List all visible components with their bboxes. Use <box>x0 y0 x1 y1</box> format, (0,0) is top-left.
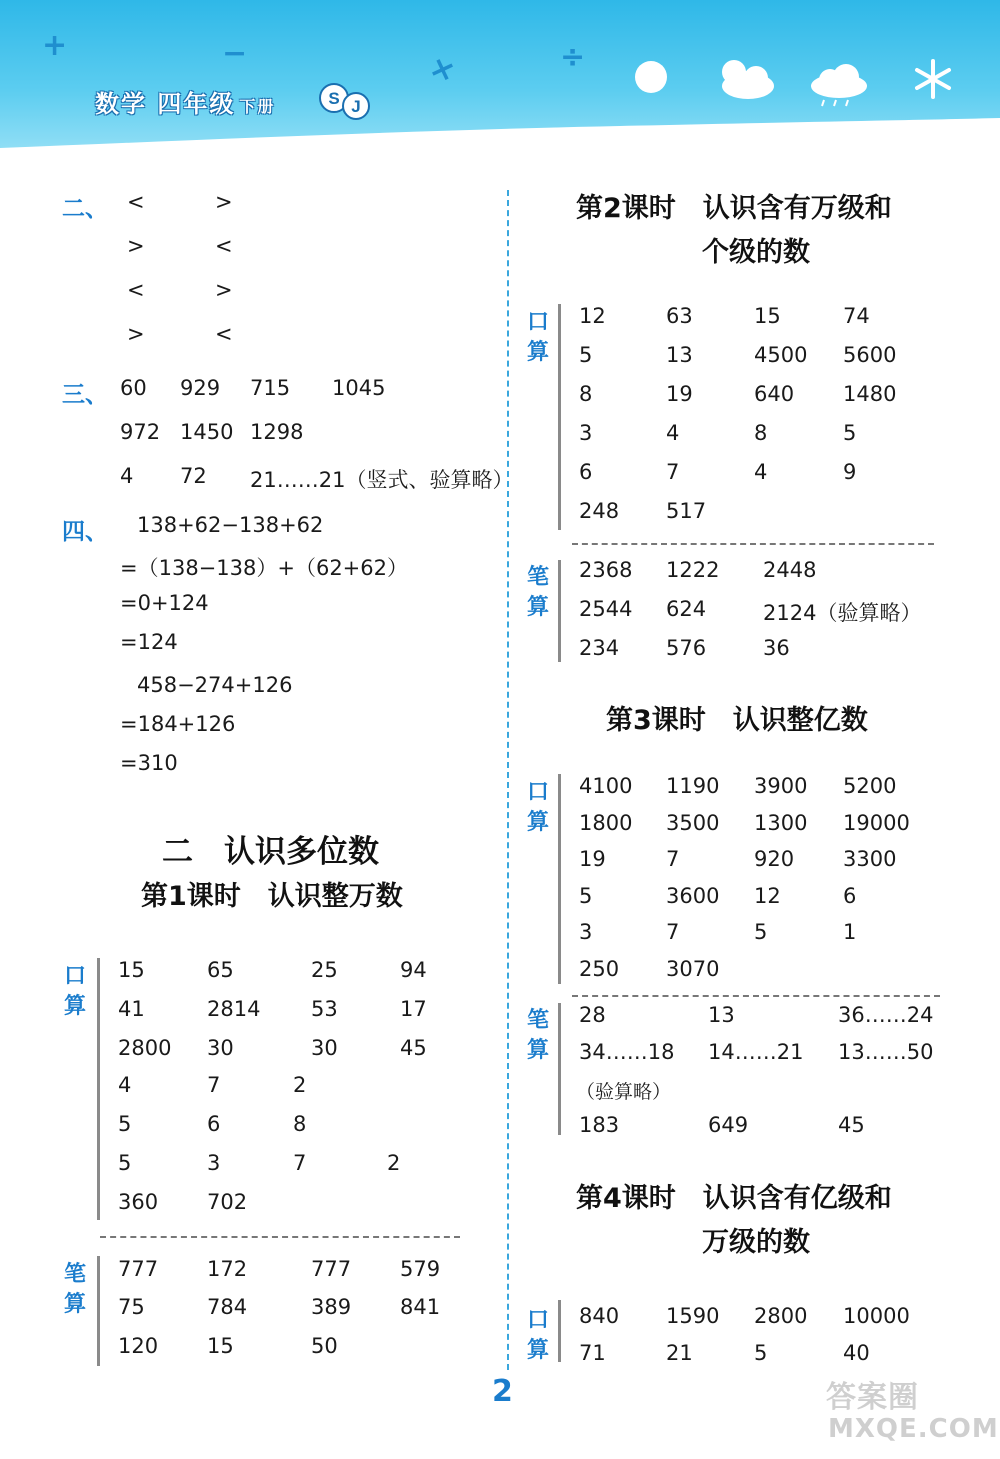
grid-cell: 53 <box>311 997 338 1021</box>
grid-cell: 7 <box>293 1151 307 1175</box>
grid-cell: 74 <box>843 304 870 328</box>
grid-cell: 13……50 <box>838 1040 934 1064</box>
block-bar <box>97 958 100 1220</box>
grid-cell: 94 <box>400 958 427 982</box>
bisuan-label: 笔算 <box>526 565 549 620</box>
answer-cell: 972 <box>120 420 161 444</box>
grid-cell: 120 <box>118 1334 159 1358</box>
grid-cell: 34……18 <box>579 1040 675 1064</box>
grid-cell: 1190 <box>666 774 720 798</box>
grid-cell: 1480 <box>843 382 897 406</box>
grid-cell: 3300 <box>843 847 897 871</box>
page-header <box>0 0 1000 165</box>
grid-cell: 12 <box>579 304 606 328</box>
answer-cell: > <box>215 278 233 302</box>
answer-cell: > <box>127 322 145 346</box>
grid-cell: 2448 <box>763 558 817 582</box>
grid-cell: 15 <box>207 1334 234 1358</box>
grid-cell: 5 <box>118 1112 132 1136</box>
grid-cell: 5 <box>843 421 857 445</box>
grid-cell: 8 <box>754 421 768 445</box>
grid-cell: 4100 <box>579 774 633 798</box>
answer-cell: 715 <box>250 376 291 400</box>
watermark-url: MXQE.COM <box>828 1414 999 1444</box>
kousuan-label: 口算 <box>526 1308 549 1363</box>
grid-cell: 649 <box>708 1113 749 1137</box>
grid-cell: 21 <box>666 1341 693 1365</box>
grid-cell: 3 <box>579 421 593 445</box>
grid-cell: 4 <box>118 1073 132 1097</box>
grid-cell: 13 <box>708 1003 735 1027</box>
grid-cell: 777 <box>311 1257 352 1281</box>
answer-cell: 72 <box>180 464 207 488</box>
grid-cell: 5600 <box>843 343 897 367</box>
answer-cell: < <box>215 322 233 346</box>
grid-cell: 15 <box>754 304 781 328</box>
grid-cell: 13 <box>666 343 693 367</box>
lesson-4-title-cont: 万级的数 <box>702 1227 810 1258</box>
kousuan-label: 口算 <box>526 310 549 365</box>
answer-cell: 929 <box>180 376 221 400</box>
minus-symbol: − <box>222 36 248 71</box>
grid-cell: 19 <box>666 382 693 406</box>
times-symbol: × <box>424 48 461 91</box>
grid-cell: 172 <box>207 1257 248 1281</box>
grid-cell: 8 <box>293 1112 307 1136</box>
grid-cell: 360 <box>118 1190 159 1214</box>
answer-cell: < <box>215 234 233 258</box>
lesson-2-title-cont: 个级的数 <box>702 237 810 268</box>
grid-cell: 624 <box>666 597 707 621</box>
grid-cell: 36……24 <box>838 1003 934 1027</box>
kousuan-label: 口算 <box>63 964 86 1019</box>
grid-cell: 1300 <box>754 811 808 835</box>
block-bar <box>558 1300 561 1362</box>
grid-cell: 5 <box>579 884 593 908</box>
grid-cell: 50 <box>311 1334 338 1358</box>
sj-badge-icon <box>318 80 374 124</box>
answer-cell: 1450 <box>180 420 234 444</box>
calc-line: 138+62−138+62 <box>137 513 324 537</box>
grid-cell: 6 <box>843 884 857 908</box>
calc-line: =310 <box>120 751 178 775</box>
grid-cell: 920 <box>754 847 795 871</box>
header-wave <box>0 118 1000 178</box>
grid-cell: 63 <box>666 304 693 328</box>
grid-cell: 45 <box>400 1036 427 1060</box>
grid-cell: 1 <box>843 920 857 944</box>
block-separator <box>572 543 934 545</box>
grid-cell: 40 <box>843 1341 870 1365</box>
grid-cell: 3 <box>207 1151 221 1175</box>
grid-cell: 9 <box>843 460 857 484</box>
rain-cloud-icon <box>806 62 872 110</box>
grid-cell: （验算略） <box>576 1081 672 1103</box>
grid-cell: 2368 <box>579 558 633 582</box>
divide-symbol: ÷ <box>560 40 586 75</box>
grid-cell: 65 <box>207 958 234 982</box>
grid-cell: 841 <box>400 1295 441 1319</box>
section-4-label: 四、 <box>62 519 108 545</box>
grid-cell: 5200 <box>843 774 897 798</box>
answer-cell: 1298 <box>250 420 304 444</box>
grid-cell: 8 <box>579 382 593 406</box>
grid-cell: 1222 <box>666 558 720 582</box>
grid-cell: 2 <box>293 1073 307 1097</box>
calc-line: =184+126 <box>120 712 236 736</box>
grid-cell: 36 <box>763 636 790 660</box>
grid-cell: 1590 <box>666 1304 720 1328</box>
grid-cell: 12 <box>754 884 781 908</box>
block-bar <box>558 304 561 530</box>
grid-cell: 4500 <box>754 343 808 367</box>
grid-cell: 3500 <box>666 811 720 835</box>
grid-cell: 7 <box>666 920 680 944</box>
grid-cell: 517 <box>666 499 707 523</box>
column-divider <box>507 190 509 1370</box>
calc-line: =124 <box>120 630 178 654</box>
grid-cell: 389 <box>311 1295 352 1319</box>
grid-cell: 1800 <box>579 811 633 835</box>
grid-cell: 2814 <box>207 997 261 1021</box>
grid-cell: 5 <box>579 343 593 367</box>
grid-cell: 30 <box>311 1036 338 1060</box>
answer-cell: > <box>215 190 233 214</box>
answer-cell: 60 <box>120 376 147 400</box>
grid-cell: 17 <box>400 997 427 1021</box>
grid-cell: 5 <box>754 1341 768 1365</box>
grid-cell: 2544 <box>579 597 633 621</box>
grid-cell: 250 <box>579 957 620 981</box>
grid-cell: 14……21 <box>708 1040 804 1064</box>
grid-cell: 840 <box>579 1304 620 1328</box>
book-title: 数学 四年级 下册 <box>95 90 276 118</box>
lesson-1-title: 第1课时 认识整万数 <box>141 881 403 912</box>
section-3-label: 三、 <box>62 382 108 408</box>
chapter-title: 二 认识多位数 <box>162 834 379 870</box>
answer-cell: < <box>127 278 145 302</box>
section-2-label: 二、 <box>62 196 108 222</box>
grid-cell: 71 <box>579 1341 606 1365</box>
page-number: 2 <box>492 1374 513 1409</box>
svg-text:J: J <box>351 97 361 116</box>
watermark-logo: 答案圈 <box>826 1380 919 1415</box>
grid-cell: 2800 <box>754 1304 808 1328</box>
grid-cell: 234 <box>579 636 620 660</box>
sun-icon <box>632 58 670 96</box>
block-separator <box>572 995 940 997</box>
block-bar <box>97 1256 100 1366</box>
block-bar <box>558 560 561 662</box>
grid-cell: 15 <box>118 958 145 982</box>
answer-cell: 1045 <box>332 376 386 400</box>
grid-cell: 19000 <box>843 811 910 835</box>
answer-cell: 4 <box>120 464 134 488</box>
grid-cell: 4 <box>666 421 680 445</box>
answer-cell: < <box>127 190 145 214</box>
calc-line: 458−274+126 <box>137 673 293 697</box>
snowflake-icon <box>912 58 954 100</box>
grid-cell: 3900 <box>754 774 808 798</box>
grid-cell: 25 <box>311 958 338 982</box>
block-separator <box>100 1236 460 1238</box>
grid-cell: 5 <box>118 1151 132 1175</box>
grid-cell: 41 <box>118 997 145 1021</box>
grid-cell: 640 <box>754 382 795 406</box>
kousuan-label: 口算 <box>526 780 549 835</box>
plus-symbol: + <box>42 28 68 63</box>
grid-cell: 579 <box>400 1257 441 1281</box>
sun-cloud-icon <box>712 56 776 102</box>
grid-cell: 6 <box>207 1112 221 1136</box>
lesson-3-title: 第3课时 认识整亿数 <box>606 705 868 736</box>
grid-cell: 702 <box>207 1190 248 1214</box>
calc-line: =（138−138）+（62+62） <box>120 556 408 580</box>
grid-cell: 576 <box>666 636 707 660</box>
lesson-2-title: 第2课时 认识含有万级和 <box>576 193 892 224</box>
grid-cell: 248 <box>579 499 620 523</box>
grid-cell: 4 <box>754 460 768 484</box>
grid-cell: 2800 <box>118 1036 172 1060</box>
bisuan-label: 笔算 <box>526 1008 549 1063</box>
grid-cell: 6 <box>579 460 593 484</box>
grid-cell: 2124（验算略） <box>763 601 922 625</box>
grid-cell: 3600 <box>666 884 720 908</box>
grid-cell: 30 <box>207 1036 234 1060</box>
grid-cell: 19 <box>579 847 606 871</box>
grid-cell: 10000 <box>843 1304 910 1328</box>
grid-cell: 3070 <box>666 957 720 981</box>
grid-cell: 45 <box>838 1113 865 1137</box>
grid-cell: 784 <box>207 1295 248 1319</box>
grid-cell: 3 <box>579 920 593 944</box>
grid-cell: 5 <box>754 920 768 944</box>
calc-line: =0+124 <box>120 591 209 615</box>
grid-cell: 183 <box>579 1113 620 1137</box>
svg-text:S: S <box>328 89 340 108</box>
block-bar <box>558 1003 561 1135</box>
grid-cell: 28 <box>579 1003 606 1027</box>
grid-cell: 7 <box>666 460 680 484</box>
grid-cell: 7 <box>666 847 680 871</box>
bisuan-label: 笔算 <box>63 1262 86 1317</box>
grid-cell: 777 <box>118 1257 159 1281</box>
grid-cell: 75 <box>118 1295 145 1319</box>
grid-cell: 2 <box>387 1151 401 1175</box>
lesson-4-title: 第4课时 认识含有亿级和 <box>576 1183 892 1214</box>
grid-cell: 7 <box>207 1073 221 1097</box>
answer-cell: > <box>127 234 145 258</box>
block-bar <box>558 774 561 984</box>
answer-cell: 21……21（竖式、验算略） <box>250 468 514 492</box>
